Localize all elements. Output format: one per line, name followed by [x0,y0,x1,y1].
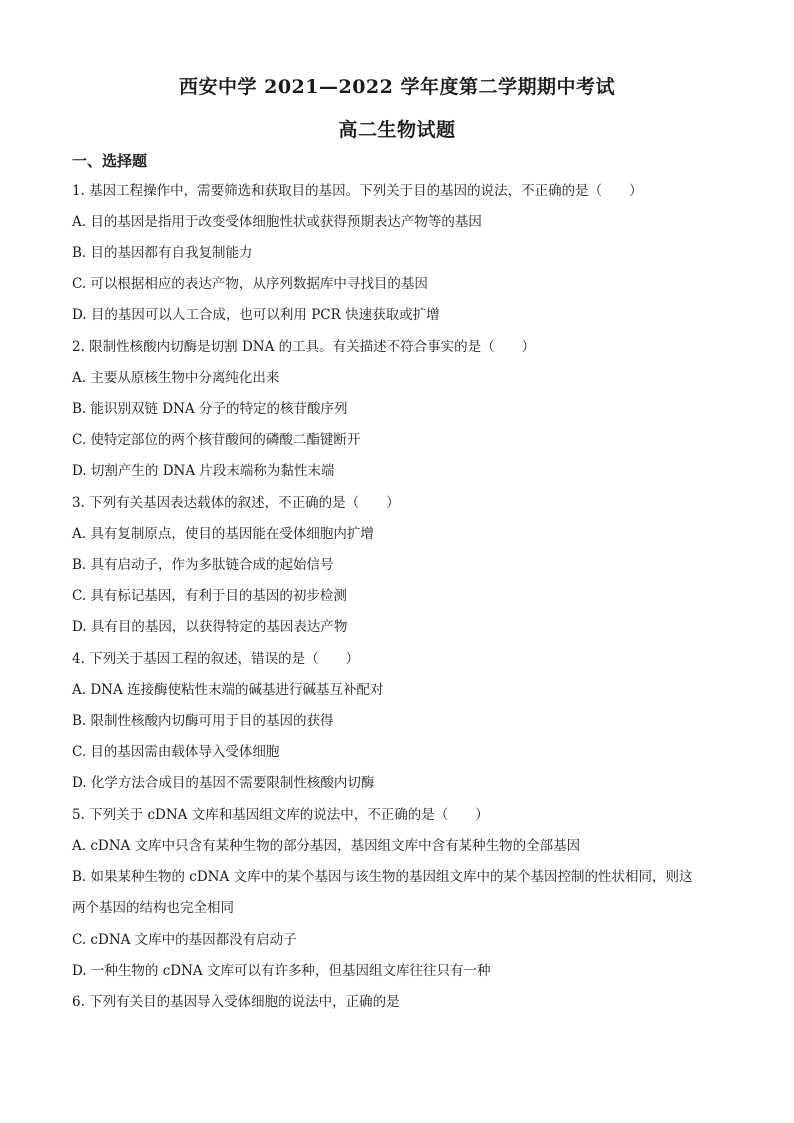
question-4-option-a: A. DNA 连接酶使粘性末端的碱基进行碱基互补配对 [72,682,384,698]
question-5-option-c: C. cDNA 文库中的基因都没有启动子 [72,932,297,948]
question-3-option-a: A. 具有复制原点，使目的基因能在受体细胞内扩增 [72,526,374,542]
question-5-option-a: A. cDNA 文库中只含有某种生物的部分基因，基因组文库中含有某种生物的全部基因 [72,838,581,854]
question-stem-4: 4. 下列关于基因工程的叙述，错误的是（ ） [72,651,360,667]
question-2-option-c: C. 使特定部位的两个核苷酸间的磷酸二酯键断开 [72,432,361,448]
question-2-option-d: D. 切割产生的 DNA 片段末端称为黏性末端 [72,463,335,479]
section-heading: 一、选择题 [72,152,148,170]
question-4-option-c: C. 目的基因需由载体导入受体细胞 [72,744,280,760]
question-1-option-b: B. 目的基因都有自我复制能力 [72,245,253,261]
question-stem-6: 6. 下列有关目的基因导入受体细胞的说法中，正确的是 [72,994,400,1010]
question-2-option-b: B. 能识别双链 DNA 分子的特定的核苷酸序列 [72,401,348,417]
question-3-option-b: B. 具有启动子，作为多肽链合成的起始信号 [72,557,334,573]
question-5-option-b: B. 如果某种生物的 cDNA 文库中的某个基因与该生物的基因组文库中的某个基因控制的性状相同，则这 [72,869,693,885]
question-4-option-d: D. 化学方法合成目的基因不需要限制性核酸内切酶 [72,775,375,791]
question-stem-2: 2. 限制性核酸内切酶是切割 DNA 的工具。有关描述不符合事实的是（ ） [72,339,536,355]
question-1-option-a: A. 目的基因是指用于改变受体细胞性状或获得预期表达产物等的基因 [72,214,482,230]
question-4-option-b: B. 限制性核酸内切酶可用于目的基因的获得 [72,713,334,729]
question-3-option-c: C. 具有标记基因，有利于目的基因的初步检测 [72,588,347,604]
exam-title: 西安中学 2021—2022 学年度第二学期期中考试 [179,76,615,98]
question-5-option-b-continued: 两个基因的结构也完全相同 [72,900,234,916]
question-2-option-a: A. 主要从原核生物中分离纯化出来 [72,370,280,386]
question-stem-3: 3. 下列有关基因表达载体的叙述，不正确的是（ ） [72,495,400,511]
question-1-option-c: C. 可以根据相应的表达产物，从序列数据库中寻找目的基因 [72,276,428,292]
question-5-option-d: D. 一种生物的 cDNA 文库可以有许多种，但基因组文库往往只有一种 [72,963,491,979]
question-stem-5: 5. 下列关于 cDNA 文库和基因组文库的说法中，不正确的是（ ） [72,807,489,823]
question-1-option-d: D. 目的基因可以人工合成，也可以利用 PCR 快速获取或扩增 [72,307,440,323]
question-3-option-d: D. 具有目的基因，以获得特定的基因表达产物 [72,619,348,635]
exam-subtitle: 高二生物试题 [338,119,456,141]
question-stem-1: 1. 基因工程操作中，需要筛选和获取目的基因。下列关于目的基因的说法，不正确的是（ ） [72,183,643,199]
